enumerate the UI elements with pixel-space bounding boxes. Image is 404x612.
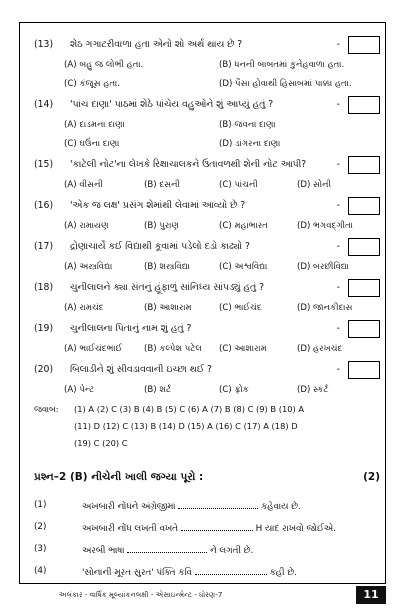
- text-before: અખબારી નોંધ લખતી વખતે: [82, 524, 178, 534]
- answer-box[interactable]: [348, 320, 380, 338]
- item-number: (1): [34, 500, 47, 510]
- question-number: (18): [34, 282, 54, 293]
- option-c: (C) કંજૂસ હતા.: [64, 79, 120, 89]
- option-a: (A) પેન્ટ: [64, 385, 95, 395]
- option-d: (D) ભગવદ્‌ગીતા: [297, 221, 353, 231]
- option-d: (D) હરખચંદ: [297, 344, 343, 354]
- question-16: [34, 197, 380, 217]
- option-c: (C) પાંચની: [219, 180, 258, 190]
- option-d: (D) જાનકીદાસ: [297, 303, 353, 313]
- option-a: (A) અસ્ત્રવિદ્યા: [64, 262, 113, 272]
- option-b: (B) આશારામ: [144, 303, 192, 313]
- dash: -: [336, 364, 340, 375]
- options-row: [64, 77, 384, 93]
- option-a: (A) વીસની: [64, 180, 103, 190]
- question-text: 'કાટેલી નોટ'ના લેખકે રિક્ષાચાલકને ઉતાવળથી શેની નોટ આપી?: [70, 159, 307, 170]
- blank-line[interactable]: [178, 500, 258, 509]
- question-number: (13): [34, 39, 54, 50]
- option-d: (D) ડાંગરના દાણા: [219, 139, 281, 149]
- item-number: (2): [34, 522, 47, 532]
- dash: -: [336, 282, 340, 293]
- section-title: પ્રશ્ન–2 (B) નીચેની ખાલી જગ્યા પૂરો :: [34, 471, 204, 483]
- question-14: [34, 96, 380, 116]
- options-row: [64, 260, 384, 276]
- answer-box[interactable]: [348, 96, 380, 114]
- item-text: [82, 544, 253, 556]
- question-text: ચુનીલાલના પિતાનું નામ શું હતું ?: [70, 323, 192, 334]
- item-text: [82, 500, 301, 512]
- answer-box[interactable]: [348, 156, 380, 174]
- question-number: (20): [34, 364, 54, 375]
- dash: -: [336, 99, 340, 110]
- text-after: કહી છે.: [269, 568, 297, 578]
- text-before: અખબારી નોંધને અંગ્રેજીમાં: [82, 502, 176, 512]
- option-a: (A) રામાયણ: [64, 221, 109, 231]
- fill-blank-4: [34, 564, 380, 580]
- blank-line[interactable]: [195, 566, 267, 575]
- option-b: (B) કલ્પેશ પટેલ: [144, 344, 202, 354]
- answer-box[interactable]: [348, 238, 380, 256]
- option-b: (B) શર્ટ: [144, 385, 171, 395]
- fill-blank-3: [34, 542, 380, 558]
- question-17: [34, 238, 380, 258]
- options-row: [64, 383, 384, 399]
- dash: -: [336, 323, 340, 334]
- text-after: H યાદ રાખવો જોઈએ.: [255, 524, 336, 534]
- option-b: (B) દસની: [144, 180, 180, 190]
- question-number: (15): [34, 159, 54, 170]
- question-20: [34, 361, 380, 381]
- option-d: (D) પૈસા હોવાથી હિસાબમાં પાક્કા હતા.: [219, 79, 352, 89]
- answer-line-2: (11) D (12) C (13) B (14) D (15) A (16) C (17) A (18) D: [74, 421, 298, 431]
- question-text: શેઠ ગગાટરીવાળા હતા એનો શો અર્થ થાય છે ?: [70, 39, 243, 50]
- option-c: (C) ભાઈચંદ: [219, 303, 262, 313]
- answer-line-3: (19) C (20) C: [74, 438, 128, 448]
- item-text: [82, 566, 297, 578]
- option-d: (D) બરછીવિદ્યા: [297, 262, 349, 272]
- option-c: (C) આશારામ: [219, 344, 267, 354]
- question-number: (14): [34, 99, 54, 110]
- question-text: ચુનીલાલને ક્યા સંતનું હૂંફાળું સાંનિધ્ય સાંપડ્યું હતું ?: [70, 282, 265, 293]
- blank-line[interactable]: [127, 544, 207, 553]
- options-row: [64, 342, 384, 358]
- option-a: (A) ભાઈચંદભાઈ: [64, 344, 123, 354]
- question-number: (17): [34, 241, 54, 252]
- options-row: [64, 178, 384, 194]
- item-number: (4): [34, 566, 47, 576]
- answer-box[interactable]: [348, 197, 380, 215]
- option-c: (C) ઘઉંના દાણા: [64, 139, 120, 149]
- question-number: (19): [34, 323, 54, 334]
- blank-line[interactable]: [181, 522, 253, 531]
- option-b: (B) જવના દાણા: [219, 120, 276, 130]
- item-number: (3): [34, 544, 47, 554]
- answer-key: [34, 404, 305, 415]
- question-number: (16): [34, 200, 54, 211]
- footer-text: અલંકાર - વાર્ષિક મૂલ્યાંકનલક્ષી - એસાઇન્મેન્ટ - ધોરણ-7: [59, 590, 223, 599]
- answer-line-1: (1) A (2) C (3) B (4) B (5) C (6) A (7) B (8) C (9) B (10) A: [74, 404, 305, 414]
- text-before: અરબી ભાષા: [82, 546, 125, 556]
- page-number: 11: [356, 586, 386, 604]
- answer-box[interactable]: [348, 279, 380, 297]
- option-b: (B) પુરાણ: [144, 221, 179, 231]
- item-text: [82, 522, 336, 534]
- options-row: [64, 219, 384, 235]
- question-text: દ્રોણાચાર્યે કઈ વિદ્યાથી કૂવામાં પડેલો દડો કાઢ્યો ?: [70, 241, 250, 252]
- answer-label: જવાબ:: [34, 404, 59, 414]
- answer-box[interactable]: [348, 361, 380, 379]
- option-b: (B) ધનની બાબતમાં કુનેહવાળા હતા.: [219, 60, 345, 70]
- options-row: [64, 118, 384, 134]
- option-a: (A) બહુ જ લોભી હતા.: [64, 60, 144, 70]
- question-text: 'એક જ લક્ષ' પ્રસંગ શેમાંથી લેવામાં આવ્યો છે ?: [70, 200, 246, 211]
- option-d: (D) સોની: [297, 180, 332, 190]
- text-before: 'સોનાની મૂરત સુરત' પંક્તિ કવિ: [82, 568, 192, 578]
- answer-box[interactable]: [348, 36, 380, 54]
- question-15: [34, 156, 380, 176]
- fill-blank-1: [34, 498, 380, 514]
- options-row: [64, 301, 384, 317]
- dash: -: [336, 241, 340, 252]
- option-c: (C) મહાભારત: [219, 221, 268, 231]
- fill-blank-2: [34, 520, 380, 536]
- text-after: ને લગતી છે.: [210, 546, 254, 556]
- question-19: [34, 320, 380, 340]
- option-d: (D) સ્કર્ટ: [297, 385, 329, 395]
- dash: -: [336, 39, 340, 50]
- page-footer: [19, 586, 386, 604]
- question-13: [34, 36, 380, 56]
- options-row: [64, 137, 384, 153]
- dash: -: [336, 159, 340, 170]
- question-18: [34, 279, 380, 299]
- options-row: [64, 58, 384, 74]
- question-text: 'પાંચ દાણા' પાઠમાં શેઠે પાંચેય વહુઓને શું આપ્યું હતું ?: [70, 99, 274, 110]
- option-a: (A) રામચંદ: [64, 303, 104, 313]
- option-b: (B) શસ્ત્રવિદ્યા: [144, 262, 190, 272]
- text-after: કહેવાય છે.: [261, 502, 301, 512]
- option-c: (C) ફ્રોક: [219, 385, 249, 395]
- dash: -: [336, 200, 340, 211]
- option-a: (A) દાડમના દાણા: [64, 120, 125, 130]
- option-c: (C) અશ્વવિદ્યા: [219, 262, 268, 272]
- section-heading: [34, 471, 380, 489]
- question-text: બિલાડીને શું સીવડાવવાની ઇચ્છા થઈ ?: [70, 364, 212, 375]
- section-marks: (2): [363, 471, 380, 483]
